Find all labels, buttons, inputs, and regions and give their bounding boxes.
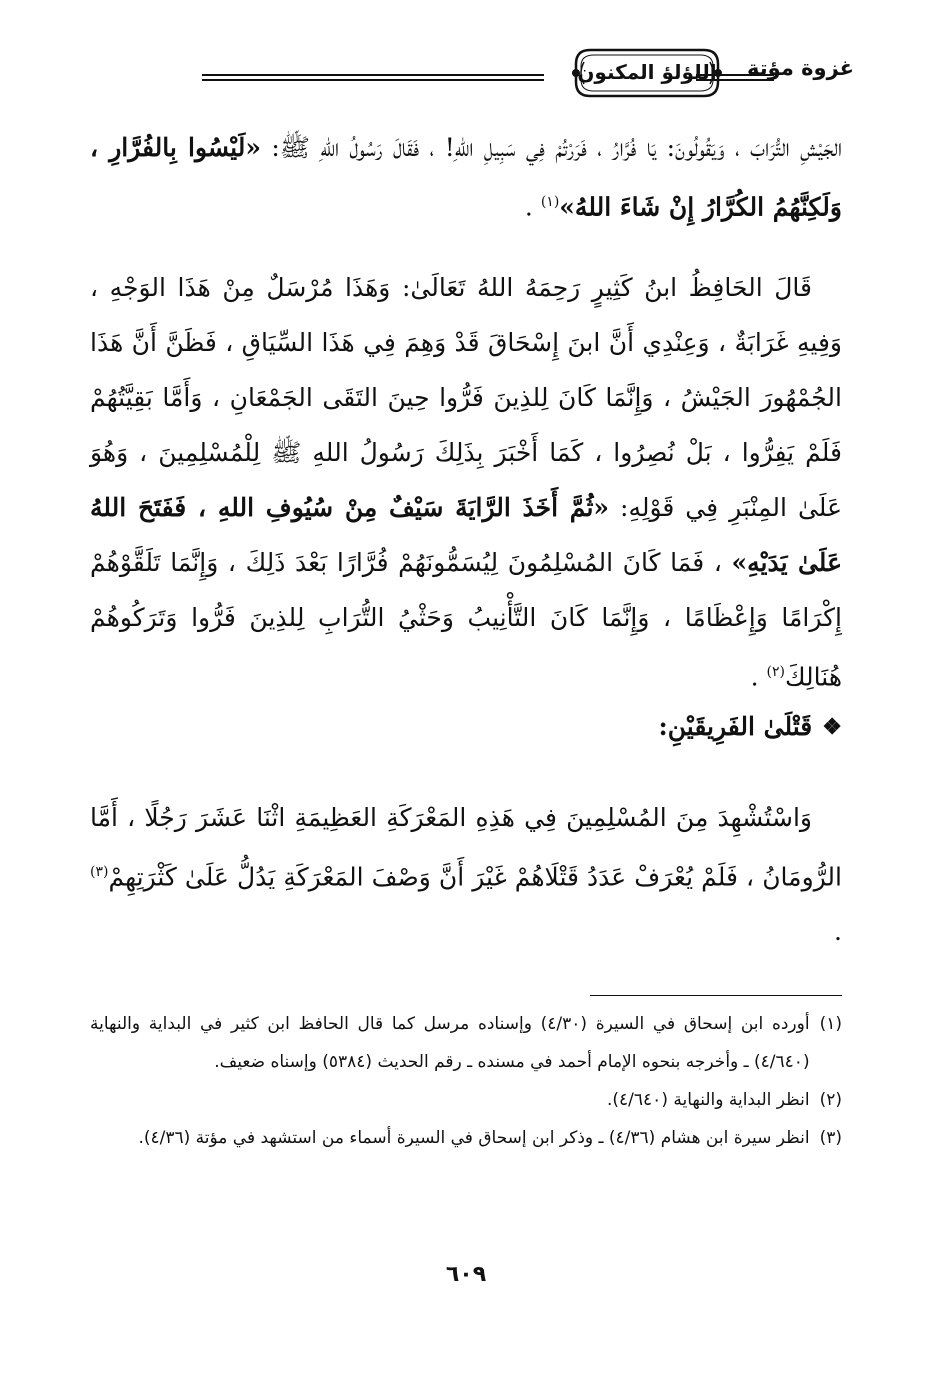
paragraph-2-text: قَالَ الحَافِظُ ابنُ كَثِيرٍ رَحِمَهُ اللهُ تَعَالَىٰ: وَهَذَا مُرْسَلٌ مِنْ هَذَا الوَجْهِ ، وَفِيهِ غَرَابَةٌ ، وَعِنْدِي أَنَّ ابنَ إِسْحَاقَ قَدْ وَهِمَ فِي هَذَا السِّيَاقِ ، فَظَنَّ أَنَّ هَذَا الجُمْهُورَ الجَيْشُ ، وَإِنَّمَا كَانَ لِلذِينَ فَرُّوا حِينَ التَقَى الجَمْعَانِ ، وَأَمَّا بَقِيَّتُهُمْ فَلَمْ يَفِرُّوا ، بَلْ نُصِرُوا ، كَمَا أَخْبَرَ بِذَلِكَ رَسُولُ اللهِ ﷺ لِلْمُسْلِمِينَ ، وَهُوَ عَلَىٰ المِنْبَرِ فِي قَوْلِهِ: <box>90 273 842 522</box>
footnote-ref-2[interactable]: (٢) <box>766 664 785 680</box>
footnote-2 <box>90 1081 842 1119</box>
footnote-number: (٣) <box>819 1128 842 1148</box>
footnote-text: أورده ابن إسحاق في السيرة (٤/٣٠) وإسناده مرسل كما قال الحافظ ابن كثير في البداية والنهاية (٤/٦٤٠) ـ وأخرجه بنحوه الإمام أحمد في مسنده ـ رقم الحديث (٥٣٨٤) وإسناه ضعيف. <box>90 1014 810 1072</box>
paragraph-1 <box>90 120 842 234</box>
footnote-ref-3[interactable]: (٣) <box>90 864 109 880</box>
paragraph-2-end: . <box>750 662 767 692</box>
paragraph-1-end: . <box>524 192 541 222</box>
paragraph-3 <box>90 790 842 959</box>
header-rule-left <box>202 74 544 81</box>
footnote-text: انظر البداية والنهاية (٤/٦٤٠). <box>607 1090 810 1110</box>
section-heading-text: قَتْلَىٰ الفَرِيقَيْنِ: <box>658 712 813 741</box>
paragraph-3-text: وَاسْتُشْهِدَ مِنَ المُسْلِمِينَ فِي هَذِهِ المَعْرَكَةِ العَظِيمَةِ اثْنَا عَشَرَ رَجُلًا ، أَمَّا الرُّومَانُ ، فَلَمْ يُعْرَفْ عَدَدُ قَتْلَاهُمْ غَيْرَ أَنَّ وَصْفَ المَعْرَكَةِ يَدُلُّ عَلَىٰ كَثْرَتِهِمْ <box>90 803 842 892</box>
footnote-divider <box>590 995 842 996</box>
paragraph-1-quote: «لَيْسُوا بِالفُرَّارِ ، وَلَكِنَّهُمُ الكُرَّارُ إِنْ شَاءَ اللهُ» <box>90 133 842 222</box>
page-header <box>94 44 854 104</box>
footnote-number: (١) <box>819 1014 842 1034</box>
footnotes <box>90 1005 842 1157</box>
footnote-ref-1[interactable]: (١) <box>540 194 560 210</box>
paragraph-1-text: الجَيْشِ التُّرَابَ ، وَيَقُولُونَ: يَا فُرَّارُ ، فَرَرْتُمْ فِي سَبِيلِ اللهِ! ، فَقَالَ رَسُولُ اللهِ ﷺ: <box>260 133 843 162</box>
paragraph-2 <box>90 260 842 704</box>
book-title: اللؤلؤ المكنون <box>577 60 717 84</box>
chapter-title: غزوة مؤتة <box>747 56 854 80</box>
footnote-number: (٢) <box>819 1090 842 1110</box>
paragraph-2-quote: «ثُمَّ أَخَذَ الرَّايَةَ سَيْفٌ مِنْ سُيُوفِ اللهِ ، فَفَتَحَ اللهُ عَلَىٰ يَدَيْهِ» <box>90 493 842 577</box>
section-heading <box>659 712 842 741</box>
footnote-3 <box>90 1119 842 1157</box>
paragraph-2-text-cont: ، فَمَا كَانَ المُسْلِمُونَ لِيُسَمُّونَهُمْ فُرَّارًا بَعْدَ ذَلِكَ ، وَإِنَّمَا تَلَقَّوْهُمْ إِكْرَامًا وَإِعْظَامًا ، وَإِنَّمَا كَانَ التَّأْنِيبُ وَحَثْيُ التُّرَابِ لِلذِينَ فَرُّوا وَتَرَكُوهُمْ هُنَالِكَ <box>90 548 842 692</box>
ornament-diamond-icon: ❖ <box>822 713 842 740</box>
footnote-1 <box>90 1005 842 1081</box>
book-title-cartouche <box>572 44 722 102</box>
page-number: ٦٠٩ <box>445 1262 487 1287</box>
footnote-text: انظر سيرة ابن هشام (٤/٣٦) ـ وذكر ابن إسحاق في السيرة أسماء من استشهد في مؤتة (٤/٣٦). <box>138 1128 810 1148</box>
paragraph-3-end: . <box>834 917 842 947</box>
